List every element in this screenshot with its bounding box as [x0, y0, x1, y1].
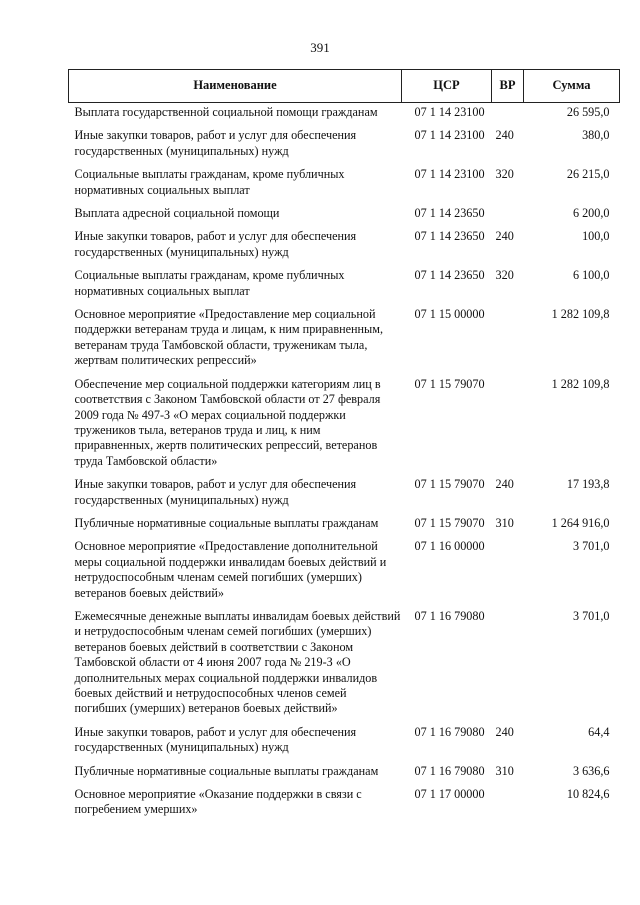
cell-csr: 07 1 15 79070	[414, 477, 485, 492]
cell-name: Публичные нормативные социальные выплаты гражданам	[74, 515, 379, 530]
header-sum: Сумма	[524, 70, 620, 103]
cell-csr: 07 1 15 79070	[414, 515, 485, 530]
cell-sum: 17 193,8	[566, 477, 610, 492]
cell-name: Ежемесячные денежные выплаты инвалидам боевых действий и нетрудоспособным членам семей погибших (умерших) ветеранов боевых действий в соответствии с Законом Тамбовской области от 4 июня 2007 года № 219-З «О дополнительных мерах социальной поддержки инвалидов боевых действий и нетрудоспособных членов семей погибших (умерших) ветеранов боевых действий»	[74, 608, 401, 716]
cell-name: Основное мероприятие «Предоставление дополнительной меры социальной поддержки инвалидам боевых действий и нетрудоспособным членам семей погибших (умерших) ветеранов боевых действий»	[74, 539, 387, 600]
cell-name: Социальные выплаты гражданам, кроме публичных нормативных социальных выплат	[74, 167, 345, 197]
header-csr: ЦСР	[402, 70, 492, 103]
table-row	[69, 268, 620, 307]
cell-vr	[492, 206, 524, 229]
table-row	[69, 764, 620, 787]
cell-name: Обеспечение мер социальной поддержки категориям лиц в соответствия с Законом Тамбовской области от 27 февраля 2009 года № 497-З «О мерах социальной поддержки тружеников тыла, ветеранов труда и лиц, к ним приравненных, жертв политических репрессий, ветеранов труда Тамбовской области»	[74, 376, 381, 468]
table-row	[69, 377, 620, 477]
table-row	[69, 229, 620, 268]
cell-csr: 07 1 14 23100	[414, 105, 485, 119]
cell-vr: 320	[495, 167, 514, 182]
cell-sum: 6 200,0	[572, 206, 610, 221]
table-row	[69, 725, 620, 764]
cell-sum: 380,0	[582, 128, 610, 143]
cell-vr: 310	[495, 763, 514, 778]
cell-sum: 1 264 916,0	[551, 515, 610, 530]
table-row	[69, 609, 620, 725]
cell-name: Иные закупки товаров, работ и услуг для обеспечения государственных (муниципальных) нужд	[74, 229, 357, 259]
cell-name: Иные закупки товаров, работ и услуг для обеспечения государственных (муниципальных) нужд	[74, 477, 357, 507]
table-header-row	[69, 70, 620, 103]
cell-vr: 310	[495, 515, 514, 530]
cell-sum: 100,0	[582, 229, 610, 244]
cell-sum: 64,4	[588, 724, 610, 739]
cell-sum: 1 282 109,8	[551, 307, 610, 322]
cell-csr: 07 1 16 79080	[414, 763, 485, 778]
cell-name: Иные закупки товаров, работ и услуг для обеспечения государственных (муниципальных) нужд	[74, 724, 357, 755]
cell-vr	[492, 787, 524, 826]
cell-sum: 3 701,0	[572, 608, 610, 623]
page-number: 391	[310, 40, 330, 55]
cell-vr	[492, 377, 524, 477]
cell-name: Основное мероприятие «Предоставление мер социальной поддержки ветеранам труда и лицам, к ним приравненным, ветеранам труда Тамбовской области, труженикам тыла, жертвам политических репрессий»	[74, 307, 383, 368]
budget-table	[68, 69, 620, 826]
cell-csr: 07 1 14 23100	[414, 128, 485, 143]
cell-csr: 07 1 16 79080	[414, 724, 485, 739]
cell-sum: 10 824,6	[566, 787, 610, 802]
cell-vr: 320	[495, 268, 514, 283]
table-row	[69, 128, 620, 167]
cell-vr: 240	[495, 229, 514, 244]
table-row	[69, 787, 620, 826]
cell-vr	[492, 539, 524, 609]
table-row	[69, 477, 620, 516]
cell-vr	[492, 307, 524, 377]
table-row	[69, 103, 620, 129]
cell-sum: 26 595,0	[566, 105, 610, 119]
cell-vr: 240	[495, 724, 514, 739]
cell-sum: 1 282 109,8	[551, 376, 610, 391]
cell-name: Социальные выплаты гражданам, кроме публичных нормативных социальных выплат	[74, 268, 345, 298]
cell-csr: 07 1 17 00000	[414, 787, 485, 802]
cell-sum: 3 701,0	[572, 539, 610, 554]
cell-name: Основное мероприятие «Оказание поддержки в связи с погребением умерших»	[74, 787, 362, 817]
cell-name: Выплата государственной социальной помощи гражданам	[74, 105, 378, 119]
table-row	[69, 307, 620, 377]
table-row	[69, 167, 620, 206]
cell-csr: 07 1 14 23650	[414, 206, 485, 221]
header-vr: ВР	[492, 70, 524, 103]
cell-sum: 6 100,0	[572, 268, 610, 283]
cell-csr: 07 1 16 79080	[414, 608, 485, 623]
cell-name: Иные закупки товаров, работ и услуг для обеспечения государственных (муниципальных) нужд	[74, 128, 357, 158]
table-row	[69, 539, 620, 609]
table-body	[69, 103, 620, 826]
cell-vr: 240	[495, 477, 514, 492]
cell-name: Публичные нормативные социальные выплаты гражданам	[74, 763, 379, 778]
table-row	[69, 206, 620, 229]
cell-csr: 07 1 15 00000	[414, 307, 485, 322]
cell-sum: 26 215,0	[566, 167, 610, 182]
cell-vr	[492, 103, 524, 129]
cell-csr: 07 1 14 23650	[414, 229, 485, 244]
cell-csr: 07 1 14 23650	[414, 268, 485, 283]
cell-vr	[492, 609, 524, 725]
cell-csr: 07 1 15 79070	[414, 376, 485, 391]
header-name: Наименование	[69, 70, 402, 103]
cell-vr: 240	[495, 128, 514, 143]
cell-csr: 07 1 16 00000	[414, 539, 485, 554]
table-row	[69, 516, 620, 539]
cell-sum: 3 636,6	[572, 763, 610, 778]
cell-name: Выплата адресной социальной помощи	[74, 206, 280, 221]
cell-csr: 07 1 14 23100	[414, 167, 485, 182]
